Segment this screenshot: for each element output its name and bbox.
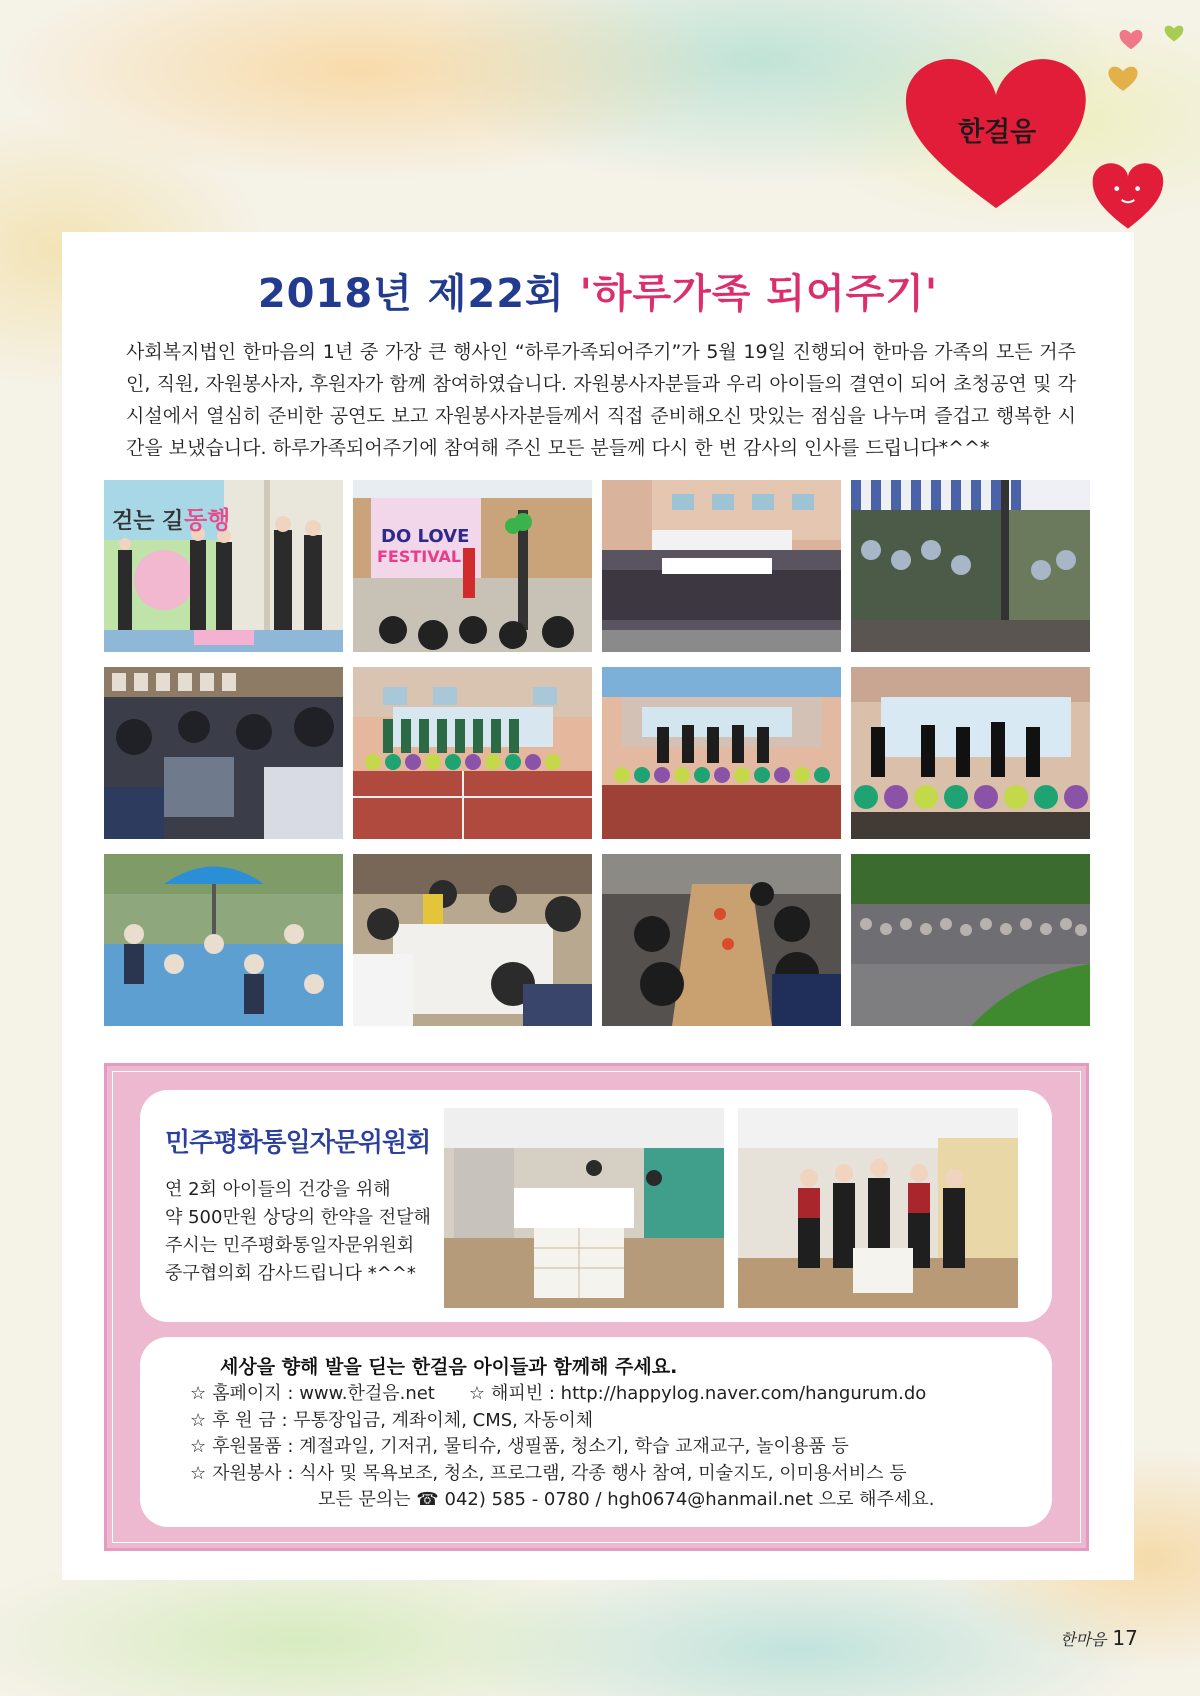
contact-text[interactable]: 모든 문의는 ☎ 042) 585 - 0780 / hgh0674@hanmail.net 으로 해주세요. xyxy=(318,1489,935,1510)
title-event-name: '하루가족 되어주기' xyxy=(579,271,939,317)
article-title xyxy=(62,262,1134,319)
title-event-number: 2018년 제22회 xyxy=(257,271,565,317)
volunteer-text: 자원봉사 : 식사 및 목욕보조, 청소, 프로그램, 각종 행사 참여, 미술지도, 이미용서비스 등 xyxy=(212,1462,907,1484)
svg-text:FESTIVAL: FESTIVAL xyxy=(377,547,462,566)
donation-text: 후 원 금 : 무통장입금, 계좌이체, CMS, 자동이체 xyxy=(212,1409,594,1431)
support-heading: 세상을 향해 발을 딛는 한걸음 아이들과 함께해 주세요. xyxy=(220,1356,678,1378)
small-heart-icon xyxy=(1088,155,1168,231)
donor-org-name: 민주평화통일자문위원회 xyxy=(165,1128,431,1158)
photo-stage-performance xyxy=(353,480,592,652)
photo-performers-balloons xyxy=(851,667,1090,839)
intro-paragraph: 사회복지법인 한마음의 1년 중 가장 큰 행사인 “하루가족되어주기”가 5월 19일 진행되어 한마음 가족의 모든 거주인, 직원, 자원봉사자, 후원자가 함께 참여하였습니다. 자원봉사자분들과 우리 아이들의 결연이 되어 초청공연 및 각 시설에서 열심히 준비한 공연도 보고 자원봉사자분들께서 직접 준비해오신 맛있는 점심을 나누며 즐겁고 행복한 시간을 보냈습니다. 하루가족되어주기에 참여해 주신 모든 분들께 다시 한 번 감사의 인사를 드립니다*^^* xyxy=(126,341,1076,459)
page-number: 17 xyxy=(1112,1626,1138,1650)
support-row-goods xyxy=(190,1434,1040,1461)
svg-text:동행: 동행 xyxy=(184,506,231,534)
support-info-list xyxy=(190,1381,1040,1514)
photo-lunch-table xyxy=(353,854,592,1026)
star-icon: ☆ xyxy=(190,1436,207,1457)
photo-audience-awning xyxy=(851,480,1090,652)
photo-dancers-stage xyxy=(602,667,841,839)
donor-message xyxy=(165,1176,435,1288)
donor-message-line: 약 500만원 상당의 한약을 전달해 xyxy=(165,1207,431,1228)
photo-seated-crowd xyxy=(104,667,343,839)
support-row-contact xyxy=(190,1487,1040,1514)
star-icon: ☆ xyxy=(190,1462,207,1484)
photo-crowd-park xyxy=(851,854,1090,1026)
photo-banner-ceremony xyxy=(104,480,343,652)
photo-grid xyxy=(104,480,1089,1025)
happybean-text[interactable]: 해피빈 : http://happylog.naver.com/hangurum.do xyxy=(491,1383,927,1404)
photo-group-building xyxy=(602,480,841,652)
photo-lunch-long-table xyxy=(602,854,841,1026)
footer-brand: 한마음 xyxy=(1060,1630,1107,1649)
support-row-web xyxy=(190,1381,1040,1408)
support-row-volunteer xyxy=(190,1461,1040,1488)
star-icon: ☆ xyxy=(190,1383,207,1404)
green-heart-icon xyxy=(1163,24,1185,42)
section-label: 한걸음 xyxy=(958,117,1037,148)
svg-text:DO LOVE: DO LOVE xyxy=(381,526,470,547)
pink-heart-icon xyxy=(1118,28,1144,50)
donor-message-line: 주시는 민주평화통일자문위원회 xyxy=(165,1235,415,1256)
goods-text: 후원물품 : 계절과일, 기저귀, 물티슈, 생필품, 청소기, 학습 교재교구, 놀이용품 등 xyxy=(212,1436,849,1457)
svg-text:걷는 길: 걷는 길 xyxy=(112,509,184,534)
star-icon: ☆ xyxy=(468,1383,486,1404)
page-footer xyxy=(1060,1626,1138,1650)
photo-donation-boxes xyxy=(444,1108,724,1308)
yellow-heart-icon xyxy=(1106,64,1140,92)
photo-picnic-umbrellas xyxy=(104,854,343,1026)
donor-message-line: 중구협의회 감사드립니다 *^^* xyxy=(165,1263,416,1284)
star-icon: ☆ xyxy=(190,1409,207,1431)
homepage-text[interactable]: 홈페이지 : www.한걸음.net xyxy=(212,1383,435,1404)
photo-donation-group xyxy=(738,1108,1018,1308)
photo-choir-stage xyxy=(353,667,592,839)
support-row-donation xyxy=(190,1408,1040,1435)
donor-message-line: 연 2회 아이들의 건강을 위해 xyxy=(165,1179,391,1200)
